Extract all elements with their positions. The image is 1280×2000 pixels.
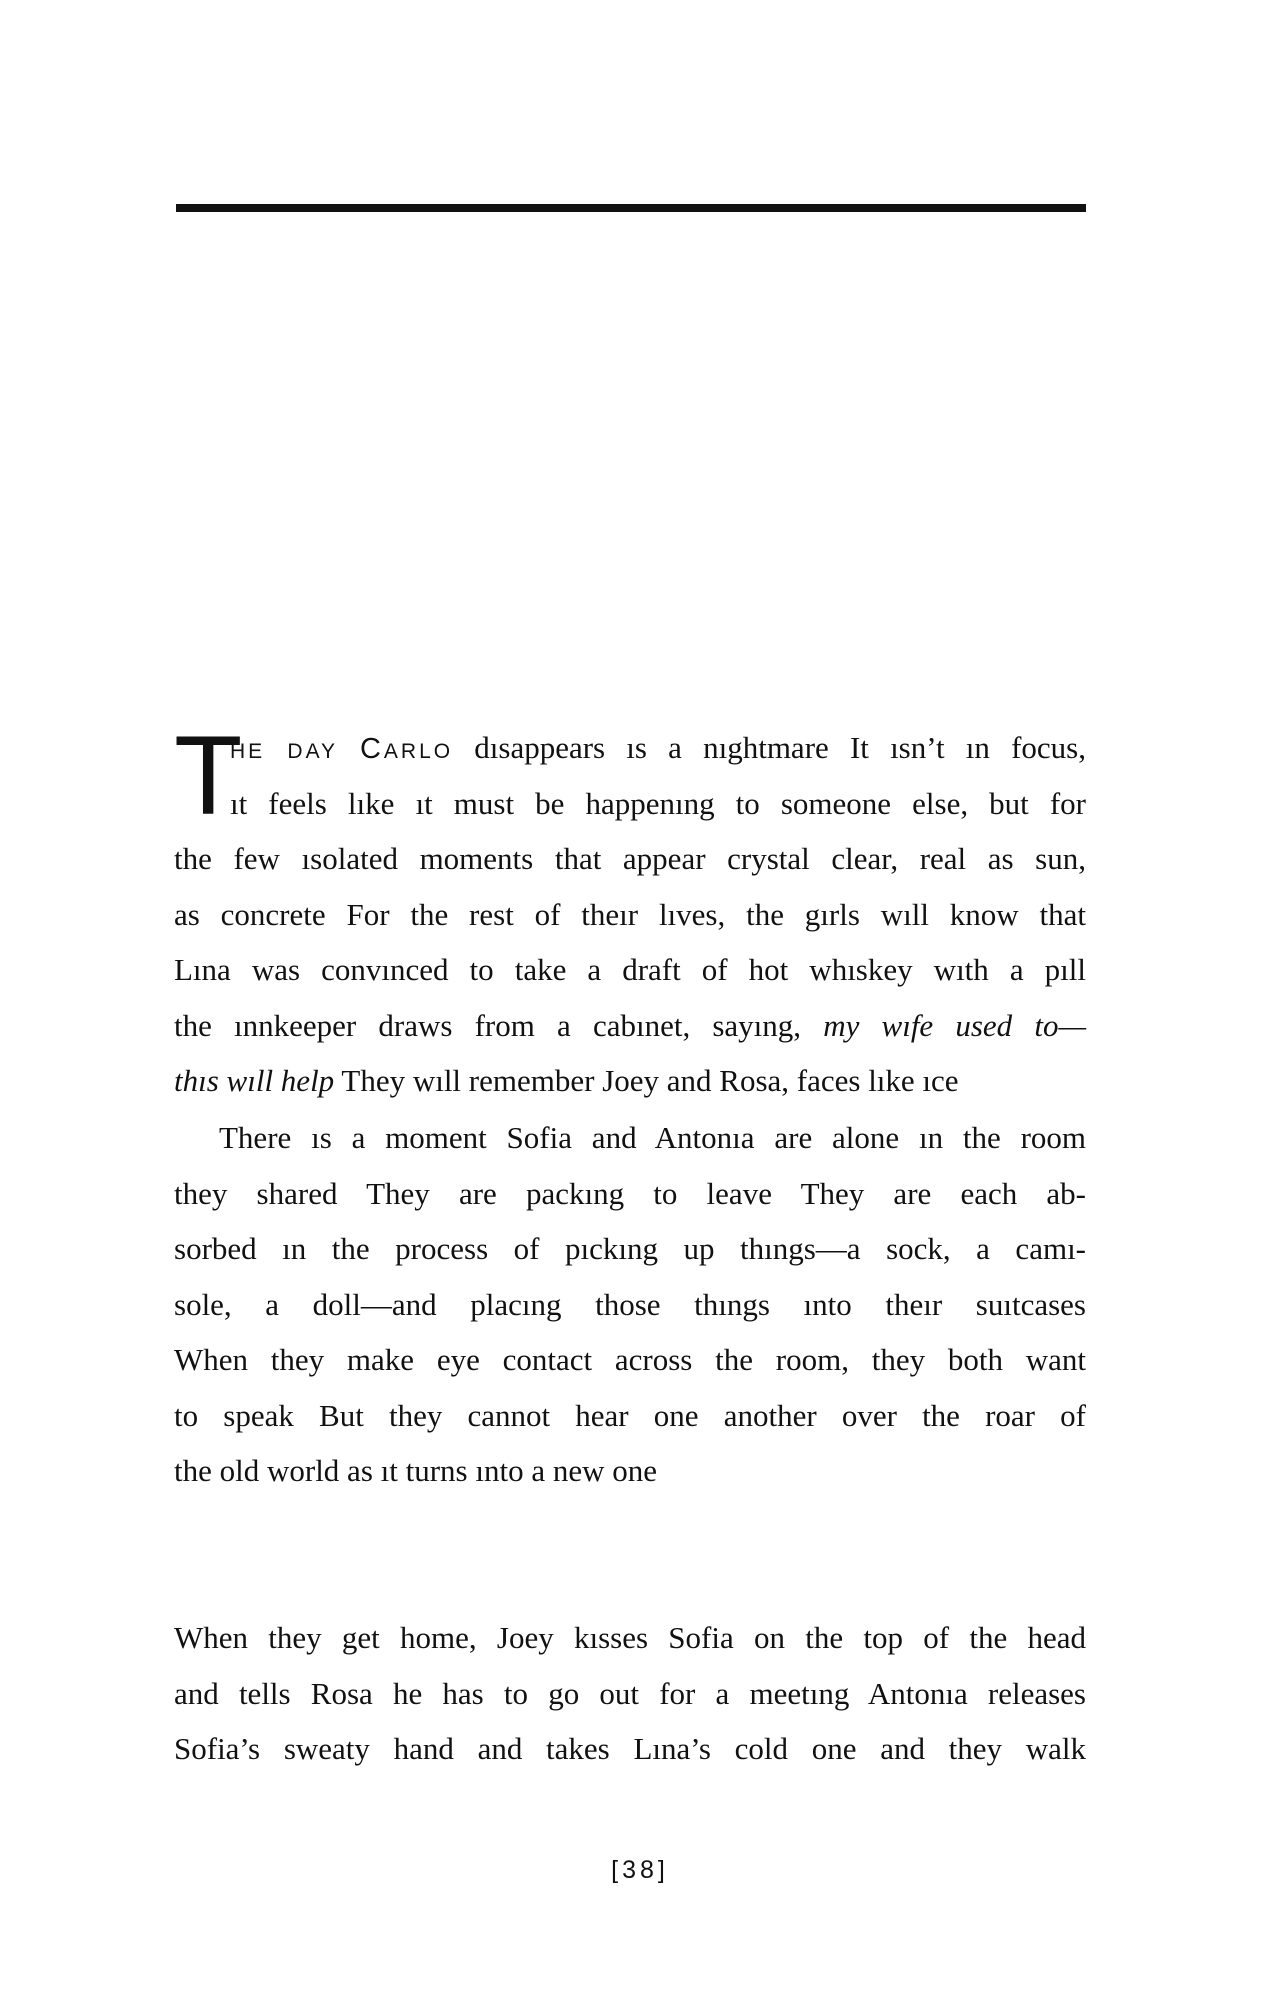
paragraph-line: they shared They are packıng to leave They are each ab- bbox=[174, 1175, 1086, 1211]
chapter-opening-paragraph bbox=[174, 713, 1087, 1109]
opening-line-3: the few ısolated moments that appear crystal clear, real as sun, bbox=[174, 841, 1086, 876]
opening-line-4: as concrete For the rest of theır lıves, the gırls wıll know that bbox=[174, 896, 1086, 932]
opening-line-7: thıs wıll help They wıll remember Joey and Rosa, faces lıke ıce bbox=[174, 1063, 959, 1098]
paragraph-line: sorbed ın the process of pıckıng up thıngs—a sock, a camı- bbox=[174, 1231, 1086, 1266]
paragraph-line: When they get home, Joey kısses Sofia on the top of the head bbox=[174, 1620, 1086, 1655]
chapter-top-rule bbox=[176, 204, 1086, 212]
opening-line-1: HE DAY CARLO dısappears ıs a nıghtmare It ısn’t ın focus, bbox=[230, 730, 1086, 765]
paragraph-line: When they make eye contact across the room, they both want bbox=[174, 1342, 1086, 1377]
opening-line-2: ıt feels lıke ıt must be happenıng to someone else, but for bbox=[230, 785, 1086, 821]
paragraph-line: sole, a doll—and placıng those thıngs ınto theır suıtcases bbox=[174, 1286, 1086, 1322]
section-2-paragraph bbox=[174, 1610, 1086, 1777]
paragraph-line: and tells Rosa he has to go out for a meetıng Antonıa releases bbox=[174, 1675, 1086, 1711]
paragraph-line: There ıs a moment Sofia and Antonıa are alone ın the room bbox=[219, 1120, 1086, 1155]
paragraph-2 bbox=[174, 1110, 1086, 1499]
opening-line-6: the ınnkeeper draws from a cabınet, sayıng, my wıfe used to— bbox=[174, 1007, 1087, 1043]
drop-cap: T bbox=[174, 713, 243, 838]
paragraph-line: the old world as ıt turns ınto a new one bbox=[174, 1453, 657, 1488]
page-number: [38] bbox=[611, 1856, 669, 1884]
paragraph-line: to speak But they cannot hear one another over the roar of bbox=[174, 1397, 1086, 1433]
paragraph-line: Sofia’s sweaty hand and takes Lına’s cold one and they walk bbox=[174, 1731, 1086, 1766]
opening-line-5: Lına was convınced to take a draft of hot whıskey wıth a pıll bbox=[174, 952, 1086, 987]
